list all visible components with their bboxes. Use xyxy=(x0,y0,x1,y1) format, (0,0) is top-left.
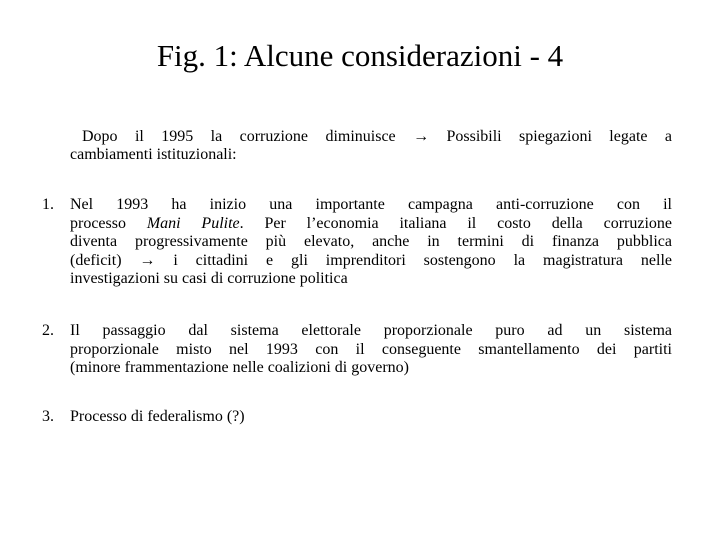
intro-paragraph xyxy=(70,128,672,164)
list-item xyxy=(42,408,672,427)
list-item-number: 3. xyxy=(42,408,54,425)
list-item-text xyxy=(70,322,672,378)
list-item xyxy=(42,322,672,378)
list-item-text xyxy=(70,196,672,289)
list-item-line: Il passaggio dal sistema elettorale proporzionale puro ad un sistema xyxy=(70,322,672,339)
list-item-line: investigazioni su casi di corruzione politica xyxy=(70,270,348,287)
intro-line-1: Dopo il 1995 la corruzione diminuisce → Possibili spiegazioni legate a xyxy=(82,128,672,145)
list-item-text xyxy=(70,408,672,427)
list-item xyxy=(42,196,672,289)
list-item-number: 1. xyxy=(42,196,54,213)
list-item-line: (minore frammentazione nelle coalizioni di governo) xyxy=(70,359,409,376)
list-item-line: Nel 1993 ha inizio una importante campagna anti-corruzione con il xyxy=(70,196,672,213)
intro-line-2: cambiamenti istituzionali: xyxy=(70,146,237,163)
list-item-number: 2. xyxy=(42,322,54,339)
list-item-line: diventa progressivamente più elevato, anche in termini di finanza pubblica xyxy=(70,233,672,250)
list-item-line: Processo di federalismo (?) xyxy=(70,408,245,425)
list-item-line: (deficit) → i cittadini e gli imprenditori sostengono la magistratura nelle xyxy=(70,251,672,269)
list-item-text-segment: processo xyxy=(70,214,147,232)
emphasized-term: Mani Pulite xyxy=(146,214,240,232)
list-item-line: proporzionale misto nel 1993 con il conseguente smantellamento dei partiti xyxy=(70,340,672,358)
slide-title: Fig. 1: Alcune considerazioni - 4 xyxy=(156,38,564,73)
list-item-text-segment: . Per l’economia italiana il costo della corruzione xyxy=(239,214,673,232)
list-item-line xyxy=(70,215,672,234)
